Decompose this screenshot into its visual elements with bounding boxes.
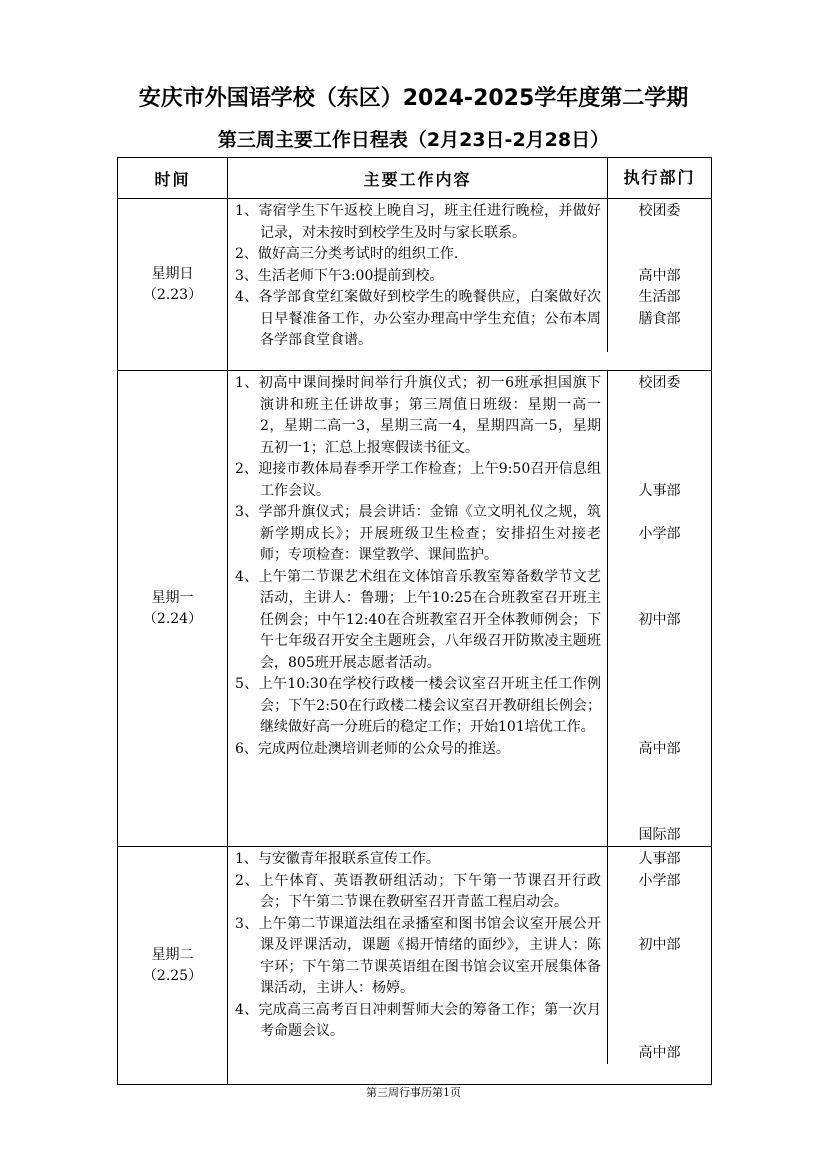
department-label: 小学部	[638, 525, 681, 542]
department-label: 高中部	[638, 267, 681, 284]
document-title: 安庆市外国语学校（东区）2024-2025学年度第二学期	[138, 86, 689, 111]
department-label: 小学部	[638, 872, 681, 889]
entry-text: 4、各学部食堂红案做好到校学生的晚餐供应，白案做好次日早餐准备工作，办公室办理高中学生充值；公布本周各学部食堂食谱。	[235, 289, 601, 348]
schedule-table	[117, 157, 712, 1085]
department-label: 国际部	[638, 826, 681, 843]
entry-text: 1、与安徽青年报联系宣传工作。	[235, 851, 440, 867]
department-label: 生活部	[638, 289, 681, 305]
entry-text: 1、初高中课间操时间举行升旗仪式；初一6班承担国旗下演讲和班主任讲故事；第三周值日班级：星期一高一2，星期二高一3，星期三高一4，星期四高一5，星期五初一1；汇总上报寒假读书征文。	[235, 375, 601, 456]
entry-text: 1、寄宿学生下午返校上晚自习，班主任进行晚检，并做好记录，对未按时到校学生及时与家长联系。	[235, 203, 601, 241]
department-label: 初中部	[638, 937, 681, 953]
department-label: 校团委	[638, 375, 681, 391]
entry-text: 3、上午第二节课道法组在录播室和图书馆会议室开展公开课及评课活动，课题《揭开情绪的面纱》，主讲人：陈宇环；下午第二节课英语组在图书馆会议室开展集体备课活动，主讲人：杨婷。	[235, 915, 601, 996]
day-row-monday	[118, 371, 712, 847]
department-label: 人事部	[638, 851, 681, 867]
document-subtitle: 第三周主要工作日程表（2月23日-2月28日）	[217, 129, 610, 151]
entry-text: 4、完成高三高考百日冲刺誓师大会的筹备工作；第一次月考命题会议。	[235, 1001, 601, 1039]
entries-cell	[228, 371, 712, 847]
weekday-label: 星期二	[151, 946, 194, 963]
header-content-dept-wrap	[228, 158, 712, 199]
entries-cell	[228, 847, 712, 1085]
entry-text: 5、上午10:30在学校行政楼一楼会议室召开班主任工作例会；下午2:50在行政楼二楼会议室召开教研组长例会；继续做好高一分班后的稳定工作；开始101培优工作。	[235, 676, 601, 735]
day-cell	[118, 199, 228, 371]
department-label: 校团委	[638, 203, 681, 219]
page-footer: 第三周行事历第1页	[366, 1086, 461, 1099]
date-label: （2.23）	[142, 286, 203, 303]
entry-text: 6、完成两位赴澳培训老师的公众号的推送。	[235, 740, 510, 757]
department-label: 高中部	[638, 1044, 681, 1061]
department-label: 高中部	[638, 740, 681, 757]
entry-text: 2、上午体育、英语教研组活动；下午第一节课召开行政会；下午第二节课在教研室召开青蓝工程启动会。	[235, 872, 601, 910]
department-label: 初中部	[638, 611, 681, 628]
entry-text: 3、生活老师下午3:00提前到校。	[235, 267, 444, 284]
weekday-label: 星期日	[151, 265, 194, 282]
entry-text: 4、上午第二节课艺术组在文体馆音乐教室筹备数学节文艺活动，主讲人：鲁珊；上午10:25在合班教室召开班主任例会；中午12:40在合班教室召开全体教师例会；下午七年级召开安全主题班会，八年级召开防欺凌主题班会，805班开展志愿者活动。	[235, 568, 601, 671]
entries-cell	[228, 199, 712, 371]
header-department: 执行部门	[607, 158, 711, 198]
header-content: 主要工作内容	[363, 169, 472, 189]
entry-text: 2、做好高三分类考试时的组织工作.	[235, 246, 459, 262]
weekday-label: 星期一	[151, 589, 194, 606]
header-time: 时间	[118, 158, 228, 199]
day-row-sunday	[118, 199, 712, 371]
date-label: （2.25）	[142, 967, 203, 984]
department-label: 人事部	[638, 482, 681, 499]
day-row-tuesday	[118, 847, 712, 1085]
day-cell	[118, 847, 228, 1085]
department-label: 膳食部	[638, 310, 681, 327]
date-label: （2.24）	[142, 610, 203, 627]
entry-text: 3、学部升旗仪式；晨会讲话：金锦《立文明礼仪之规，筑新学期成长》；开展班级卫生检查；安排招生对接老师；专项检查：课堂教学、课间监护。	[235, 504, 601, 563]
entry-text: 2、迎接市教体局春季开学工作检查；上午9:50召开信息组工作会议。	[235, 461, 601, 499]
header-row	[118, 158, 712, 199]
day-cell	[118, 371, 228, 847]
